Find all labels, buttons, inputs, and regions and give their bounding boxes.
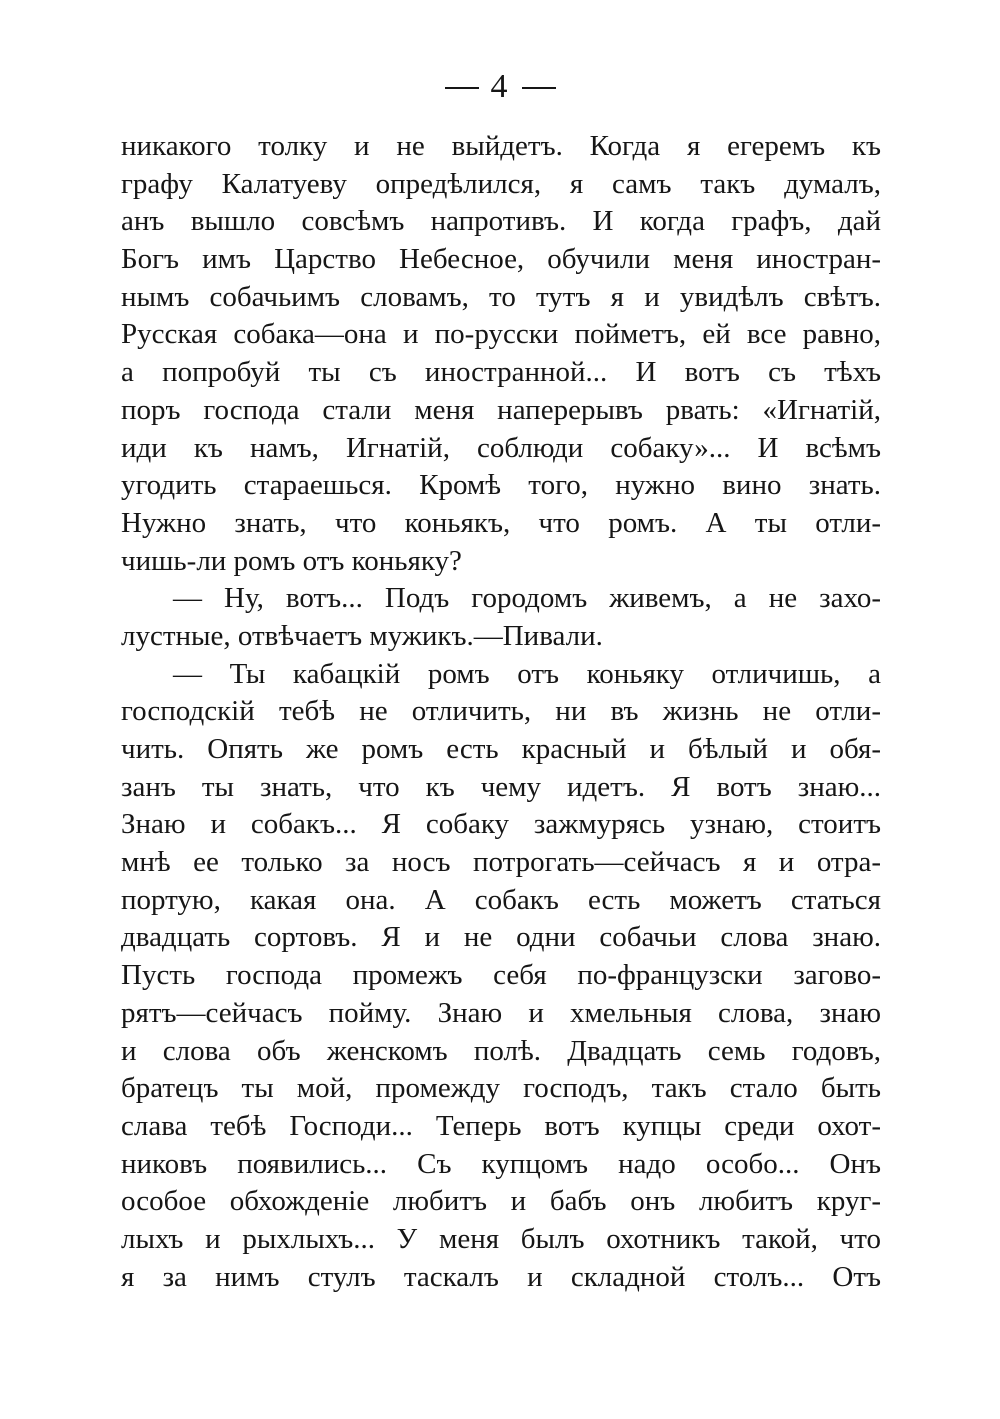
text-line: чить. Опять же ромъ есть красный и бѣлый и обя-: [121, 733, 881, 765]
text-line: — Ну, вотъ... Подъ городомъ живемъ, а не захо-: [173, 582, 881, 615]
text-line: господскій тебѣ не отличить, ни въ жизнь не отли-: [121, 695, 881, 728]
text-line: графу Калатуеву опредѣлился, я самъ такъ думалъ,: [121, 167, 881, 200]
text-line: иди къ намъ, Игнатій, соблюди собаку»... И всѣмъ: [121, 431, 881, 464]
text-line: анъ вышло совсѣмъ напротивъ. И когда графъ, дай: [121, 205, 881, 238]
text-line: Пусть господа промежъ себя по-французски загово-: [121, 959, 881, 992]
text-line: особое обхожденіе любитъ и бабъ онъ любитъ круг-: [121, 1185, 881, 1218]
text-line: Русская собака—она и по-русски пойметъ, ей все равно,: [121, 318, 881, 351]
text-line: Нужно знать, что коньякъ, что ромъ. А ты отли-: [121, 506, 881, 539]
text-line: нымъ собачьимъ словамъ, то тутъ я и увидѣлъ свѣтъ.: [121, 280, 881, 313]
text-line: рятъ—сейчасъ пойму. Знаю и хмельныя слова, знаю: [121, 996, 881, 1029]
text-line: Богъ имъ Царство Небесное, обучили меня иностран-: [121, 243, 881, 276]
page-number-header: [0, 62, 1000, 112]
right-dash: [522, 87, 556, 89]
text-line: я за нимъ стулъ таскалъ и складной столъ... Отъ: [121, 1260, 881, 1293]
text-line: никовъ появились... Съ купцомъ надо особо... Онъ: [121, 1147, 881, 1180]
page-number: 4: [490, 68, 510, 105]
text-line: поръ господа стали меня наперерывъ рвать: «Игнатій,: [121, 393, 881, 426]
text-line: мнѣ ее только за носъ потрогать—сейчасъ я и отра-: [121, 846, 881, 879]
text-line: портую, какая она. А собакъ есть можетъ статься: [121, 883, 881, 916]
text-line: братецъ ты мой, промежду господъ, такъ стало быть: [121, 1072, 881, 1105]
body-text: [121, 128, 881, 1296]
text-line: чишь-ли ромъ отъ коньяку?: [121, 544, 462, 577]
left-dash: [445, 87, 479, 89]
text-line: слава тебѣ Господи... Теперь вотъ купцы среди охот-: [121, 1109, 881, 1142]
text-line: и слова объ женскомъ полѣ. Двадцать семь годовъ,: [121, 1034, 881, 1067]
text-line: лыхъ и рыхлыхъ... У меня былъ охотникъ такой, что: [121, 1222, 881, 1255]
text-line: никакого толку и не выйдетъ. Когда я егеремъ къ: [121, 130, 881, 162]
text-line: двадцать сортовъ. Я и не одни собачьи слова знаю.: [121, 921, 881, 954]
text-line: а попробуй ты съ иностранной... И вотъ съ тѣхъ: [121, 356, 881, 389]
text-line: занъ ты знать, что къ чему идетъ. Я вотъ знаю...: [121, 770, 881, 803]
text-line: — Ты кабацкій ромъ отъ коньяку отличишь, а: [173, 657, 881, 690]
text-line: лустные, отвѣчаетъ мужикъ.—Пивали.: [121, 619, 603, 652]
text-line: угодить стараешься. Кромѣ того, нужно вино знать.: [121, 469, 881, 502]
text-line: Знаю и собакъ... Я собаку зажмурясь узнаю, стоитъ: [121, 808, 881, 841]
